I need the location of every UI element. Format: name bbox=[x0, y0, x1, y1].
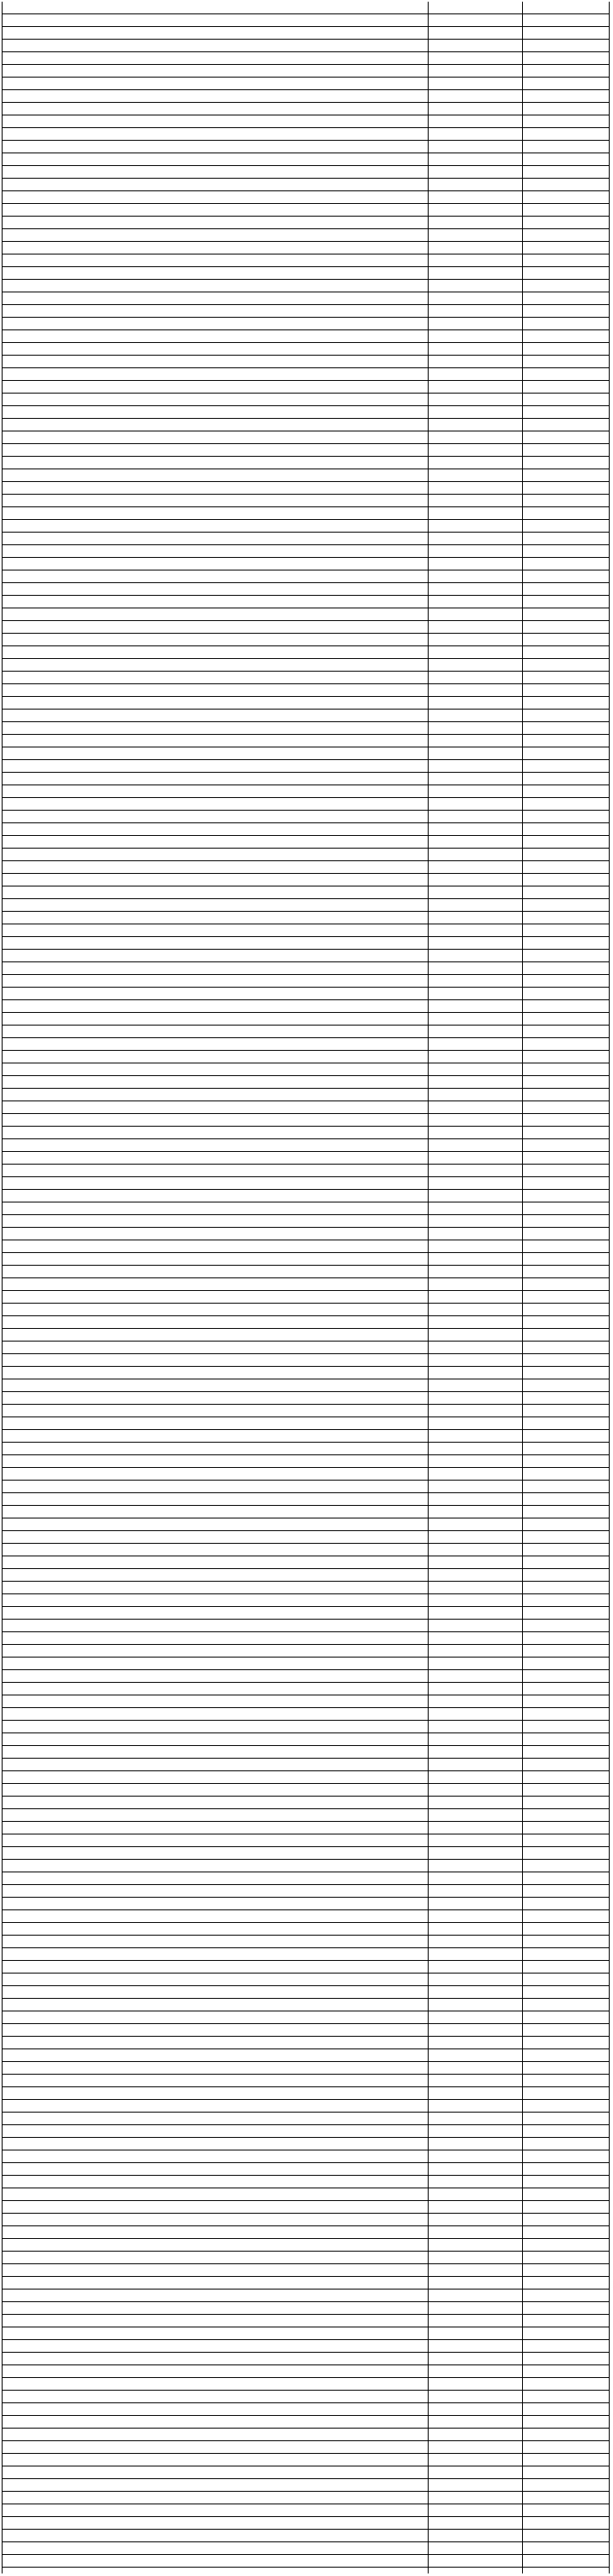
table-row bbox=[2, 886, 610, 899]
table-row bbox=[2, 1746, 610, 1759]
table-row bbox=[2, 1594, 610, 1607]
table-row bbox=[2, 2504, 610, 2517]
table-row bbox=[2, 419, 610, 431]
table-row bbox=[2, 1733, 610, 1746]
table-row bbox=[2, 406, 610, 419]
table-row bbox=[2, 292, 610, 305]
table-row bbox=[2, 1278, 610, 1291]
table-row bbox=[2, 773, 610, 785]
table-row bbox=[2, 103, 610, 115]
table-row bbox=[2, 2188, 610, 2201]
table-row bbox=[2, 1923, 610, 1936]
table-row bbox=[2, 330, 610, 343]
table-row bbox=[2, 280, 610, 292]
table-row bbox=[2, 2353, 610, 2365]
table-row bbox=[2, 975, 610, 988]
table-row bbox=[2, 1974, 610, 1986]
table-row bbox=[2, 1531, 610, 1544]
table-row bbox=[2, 482, 610, 495]
table-row bbox=[2, 1291, 610, 1304]
table-row bbox=[2, 1620, 610, 1632]
table-row bbox=[2, 2113, 610, 2125]
table-row bbox=[2, 217, 610, 229]
table-row bbox=[2, 1948, 610, 1961]
table-row bbox=[2, 1582, 610, 1594]
table-row bbox=[2, 267, 610, 280]
table-row bbox=[2, 469, 610, 482]
table-row bbox=[2, 1152, 610, 1165]
table-row bbox=[2, 2011, 610, 2024]
table-row bbox=[2, 2049, 610, 2062]
table-row bbox=[2, 2239, 610, 2252]
table-row bbox=[2, 2100, 610, 2113]
table-row bbox=[2, 1544, 610, 1556]
table-row bbox=[2, 1569, 610, 1582]
table-row bbox=[2, 2252, 610, 2264]
table-row bbox=[2, 1240, 610, 1253]
table-row bbox=[2, 1898, 610, 1910]
table-row bbox=[2, 27, 610, 40]
table-row bbox=[2, 1721, 610, 1733]
table-row bbox=[2, 1139, 610, 1152]
table-row bbox=[2, 1518, 610, 1531]
table-row bbox=[2, 672, 610, 684]
table-row bbox=[2, 128, 610, 141]
table-row bbox=[2, 242, 610, 254]
table-row bbox=[2, 431, 610, 444]
table-row bbox=[2, 1316, 610, 1329]
table-row bbox=[2, 722, 610, 735]
table-row bbox=[2, 254, 610, 267]
table-row bbox=[2, 2, 610, 14]
table-row bbox=[2, 634, 610, 646]
table-row bbox=[2, 90, 610, 103]
table-row bbox=[2, 1379, 610, 1392]
table-row bbox=[2, 1000, 610, 1013]
table-row bbox=[2, 2226, 610, 2239]
table-row bbox=[2, 1342, 610, 1354]
table-row bbox=[2, 1834, 610, 1847]
table-row bbox=[2, 179, 610, 191]
table-row bbox=[2, 2062, 610, 2075]
table-row bbox=[2, 1695, 610, 1708]
table-row bbox=[2, 2429, 610, 2441]
table-row bbox=[2, 1771, 610, 1784]
table-row bbox=[2, 520, 610, 533]
table-row bbox=[2, 1860, 610, 1872]
table-row bbox=[2, 457, 610, 469]
table-row bbox=[2, 874, 610, 886]
table-row bbox=[2, 1784, 610, 1797]
table-row bbox=[2, 2176, 610, 2188]
table-row bbox=[2, 1632, 610, 1645]
table-row bbox=[2, 191, 610, 204]
table-row bbox=[2, 1872, 610, 1885]
table-row bbox=[2, 798, 610, 811]
table-row bbox=[2, 1127, 610, 1139]
table-row bbox=[2, 596, 610, 608]
table-row bbox=[2, 2037, 610, 2049]
table-row bbox=[2, 2315, 610, 2327]
table-row bbox=[2, 2327, 610, 2340]
table-row bbox=[2, 1481, 610, 1493]
table-row bbox=[2, 141, 610, 153]
table-row bbox=[2, 2492, 610, 2504]
table-row bbox=[2, 1556, 610, 1569]
table-row bbox=[2, 2403, 610, 2416]
table-row bbox=[2, 507, 610, 520]
table-row bbox=[2, 1645, 610, 1658]
table-row bbox=[2, 1354, 610, 1367]
table-row bbox=[2, 697, 610, 710]
table-row bbox=[2, 735, 610, 747]
table-row bbox=[2, 204, 610, 217]
table-row bbox=[2, 14, 610, 27]
table-row bbox=[2, 823, 610, 836]
table-row bbox=[2, 2277, 610, 2289]
table-row bbox=[2, 1051, 610, 1063]
table-row bbox=[2, 115, 610, 128]
table-row bbox=[2, 1658, 610, 1670]
table-row bbox=[2, 1936, 610, 1948]
table-row bbox=[2, 1822, 610, 1834]
table-row bbox=[2, 1670, 610, 1683]
table-row bbox=[2, 52, 610, 65]
table-row bbox=[2, 1101, 610, 1114]
table-row bbox=[2, 1114, 610, 1127]
table-row bbox=[2, 381, 610, 394]
table-row bbox=[2, 2378, 610, 2391]
table-row bbox=[2, 2163, 610, 2176]
table-row bbox=[2, 1797, 610, 1809]
table-row bbox=[2, 1013, 610, 1026]
table-row bbox=[2, 1455, 610, 1468]
table-row bbox=[2, 40, 610, 52]
table-row bbox=[2, 368, 610, 381]
table-row bbox=[2, 1202, 610, 1215]
table-row bbox=[2, 924, 610, 937]
table-row bbox=[2, 1190, 610, 1202]
table-row bbox=[2, 1443, 610, 1455]
table-row bbox=[2, 1417, 610, 1430]
table-row bbox=[2, 912, 610, 924]
table-row bbox=[2, 2517, 610, 2530]
table-row bbox=[2, 2441, 610, 2454]
table-row bbox=[2, 1468, 610, 1481]
table-row bbox=[2, 2454, 610, 2466]
table-row bbox=[2, 962, 610, 975]
table-row bbox=[2, 1076, 610, 1089]
table-row bbox=[2, 1809, 610, 1822]
table-row bbox=[2, 747, 610, 760]
table-row bbox=[2, 65, 610, 78]
table-row bbox=[2, 2125, 610, 2138]
table-row bbox=[2, 1266, 610, 1278]
table-row bbox=[2, 1961, 610, 1974]
table-row bbox=[2, 2087, 610, 2100]
table-row bbox=[2, 2302, 610, 2315]
table-row bbox=[2, 1999, 610, 2011]
table-row bbox=[2, 2340, 610, 2353]
table-row bbox=[2, 1392, 610, 1405]
table-row bbox=[2, 621, 610, 634]
table-row bbox=[2, 988, 610, 1000]
table-row bbox=[2, 533, 610, 545]
table-row bbox=[2, 659, 610, 672]
table-row bbox=[2, 937, 610, 950]
table-row bbox=[2, 2201, 610, 2214]
table-row bbox=[2, 166, 610, 179]
table-row bbox=[2, 1329, 610, 1342]
table-row bbox=[2, 394, 610, 406]
table-row bbox=[2, 1177, 610, 1190]
table-row bbox=[2, 1215, 610, 1228]
table-row bbox=[2, 1607, 610, 1620]
table-sheet bbox=[2, 2, 610, 2573]
table-row bbox=[2, 836, 610, 849]
table-row bbox=[2, 1493, 610, 1506]
table-row bbox=[2, 2138, 610, 2150]
table-row bbox=[2, 849, 610, 861]
table-row bbox=[2, 2530, 610, 2542]
table-row bbox=[2, 2150, 610, 2163]
table-row bbox=[2, 356, 610, 368]
table-row bbox=[2, 1506, 610, 1518]
table-row bbox=[2, 1089, 610, 1101]
table-row bbox=[2, 1759, 610, 1771]
table-row bbox=[2, 2479, 610, 2492]
table-row bbox=[2, 2024, 610, 2037]
table-row bbox=[2, 545, 610, 558]
table-row bbox=[2, 2416, 610, 2429]
table-row bbox=[2, 495, 610, 507]
table-row bbox=[2, 2075, 610, 2087]
table-row bbox=[2, 861, 610, 874]
table-row bbox=[2, 608, 610, 621]
table-row bbox=[2, 2542, 610, 2555]
table-row bbox=[2, 1367, 610, 1379]
table-row bbox=[2, 2466, 610, 2479]
table-row bbox=[2, 229, 610, 242]
table-row bbox=[2, 153, 610, 166]
table-row bbox=[2, 1430, 610, 1443]
table-row bbox=[2, 1228, 610, 1240]
table-row bbox=[2, 2214, 610, 2226]
table-row bbox=[2, 760, 610, 773]
table-row bbox=[2, 899, 610, 912]
table-row bbox=[2, 1253, 610, 1266]
table-row bbox=[2, 305, 610, 318]
table-row bbox=[2, 950, 610, 962]
table-row bbox=[2, 444, 610, 457]
table-row bbox=[2, 1910, 610, 1923]
table-row bbox=[2, 1986, 610, 1999]
table-row bbox=[2, 1304, 610, 1316]
table-row bbox=[2, 785, 610, 798]
table-row bbox=[2, 570, 610, 583]
table-row bbox=[2, 1026, 610, 1038]
table-row bbox=[2, 684, 610, 697]
table-row bbox=[2, 2289, 610, 2302]
table-row bbox=[2, 1683, 610, 1695]
table-row bbox=[2, 1165, 610, 1177]
table-row bbox=[2, 1847, 610, 1860]
table-row bbox=[2, 1405, 610, 1417]
table-row bbox=[2, 2264, 610, 2277]
table-row bbox=[2, 2391, 610, 2403]
table-row bbox=[2, 1885, 610, 1898]
table-row bbox=[2, 1038, 610, 1051]
table-row bbox=[2, 811, 610, 823]
table-row bbox=[2, 318, 610, 330]
table-row bbox=[2, 646, 610, 659]
table-row bbox=[2, 558, 610, 570]
table-row bbox=[2, 2555, 610, 2568]
table-row bbox=[2, 710, 610, 722]
table-row bbox=[2, 343, 610, 356]
table-row bbox=[2, 2365, 610, 2378]
table-row bbox=[2, 78, 610, 90]
table-row bbox=[2, 1063, 610, 1076]
table-row bbox=[2, 583, 610, 596]
table-row bbox=[2, 1708, 610, 1721]
